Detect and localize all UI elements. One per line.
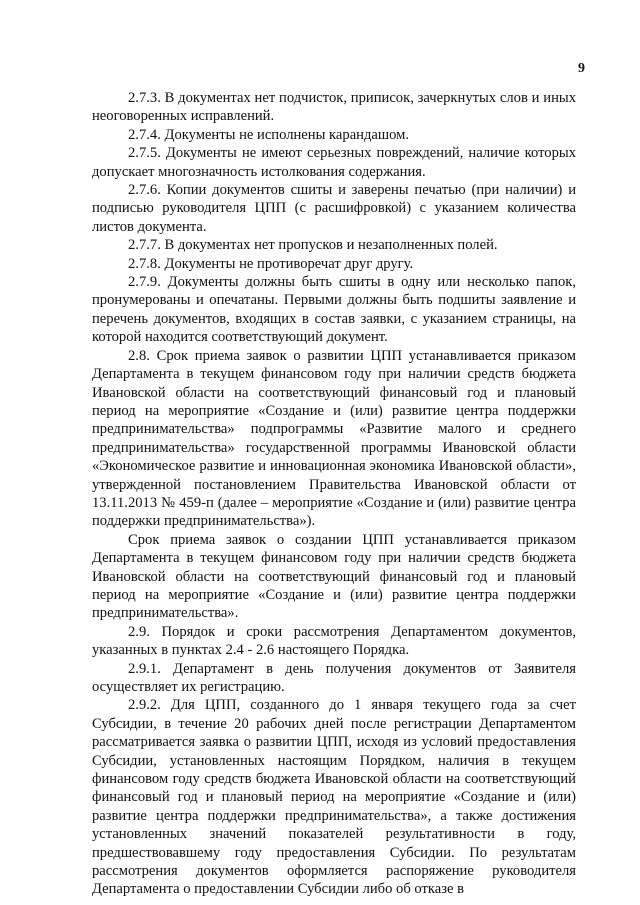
paragraph-2-7-4: 2.7.4. Документы не исполнены карандашом. [128, 126, 410, 143]
paragraph-2-7-7: 2.7.7. В документах нет пропусков и незаполненных полей. [128, 237, 498, 254]
paragraph-2-7-8: 2.7.8. Документы не противоречат друг другу. [128, 255, 414, 272]
paragraph-2-7-5: 2.7.5. Документы не имеют серьезных повреждений, наличие которых допускает многозначность истолкования содержания. [92, 145, 576, 180]
paragraph-2-7-3: 2.7.3. В документах нет подчисток, приписок, зачеркнутых слов и иных неоговоренных исправлений. [92, 90, 576, 125]
paragraph-2-7-6: 2.7.6. Копии документов сшиты и заверены печатью (при наличии) и подписью руководителя ЦПП (с расшифровкой) с указанием количества листов документа. [92, 182, 576, 235]
paragraph-2-9-1: 2.9.1. Департамент в день получения документов от Заявителя осуществляет их регистрацию. [92, 660, 576, 695]
paragraph-2-7-9: 2.7.9. Документы должны быть сшиты в одну или несколько папок, пронумерованы и опечатаны. Первыми должны быть подшиты заявление и перечень документов, входящих в состав заявки, с указанием страницы, на которой находится соответствующий документ. [92, 274, 576, 346]
paragraph-2-9: 2.9. Порядок и сроки рассмотрения Департаментом документов, указанных в пунктах 2.4 - 2.6 настоящего Порядка. [92, 623, 576, 659]
paragraph-2-9-2: 2.9.2. Для ЦПП, созданного до 1 января текущего года за счет Субсидии, в течение 20 рабочих дней после регистрации Департаментом рассматривается заявка о развитии ЦПП, исходя из условий предоставления Субсидии, установленных настоящим Порядком, наличия в текущем финансовом году средств бюджета Ивановской области на соответствующий финансовый год и плановый период на мероприятие «Создание и (или) развитие центра поддержки предпринимательства», а также достижения установленных значений показателей результативности в году, предшествовавшему году предоставления Субсидии. По результатам рассмотрения документов оформляется распоряжение руководителя Департамента о предоставлении Субсидии либо об отказе в [92, 697, 576, 898]
document-body [92, 89, 576, 899]
paragraph-creation-deadline: Срок приема заявок о создании ЦПП устанавливается приказом Департамента в текущем финансовом году при наличии средств бюджета Ивановской области на соответствующий финансовый год и плановый период на мероприятие «Создание и (или) развитие центра поддержки предпринимательства». [92, 531, 576, 622]
paragraph-2-8: 2.8. Срок приема заявок о развитии ЦПП устанавливается приказом Департамента в текущем финансовом году при наличии средств бюджета Ивановской области на соответствующий финансовый год и плановый период на мероприятие «Создание и (или) развитие центра поддержки предпринимательства» подпрограммы «Развитие малого и среднего предпринимательства» государственной программы Ивановской области «Экономическое развитие и инновационная экономика Ивановской области», утвержденной постановлением Правительства Ивановской области от 13.11.2013 № 459-п (далее – мероприятие «Создание и (или) развитие центра поддержки предпринимательства»). [92, 347, 576, 530]
page-number: 9 [578, 61, 585, 76]
